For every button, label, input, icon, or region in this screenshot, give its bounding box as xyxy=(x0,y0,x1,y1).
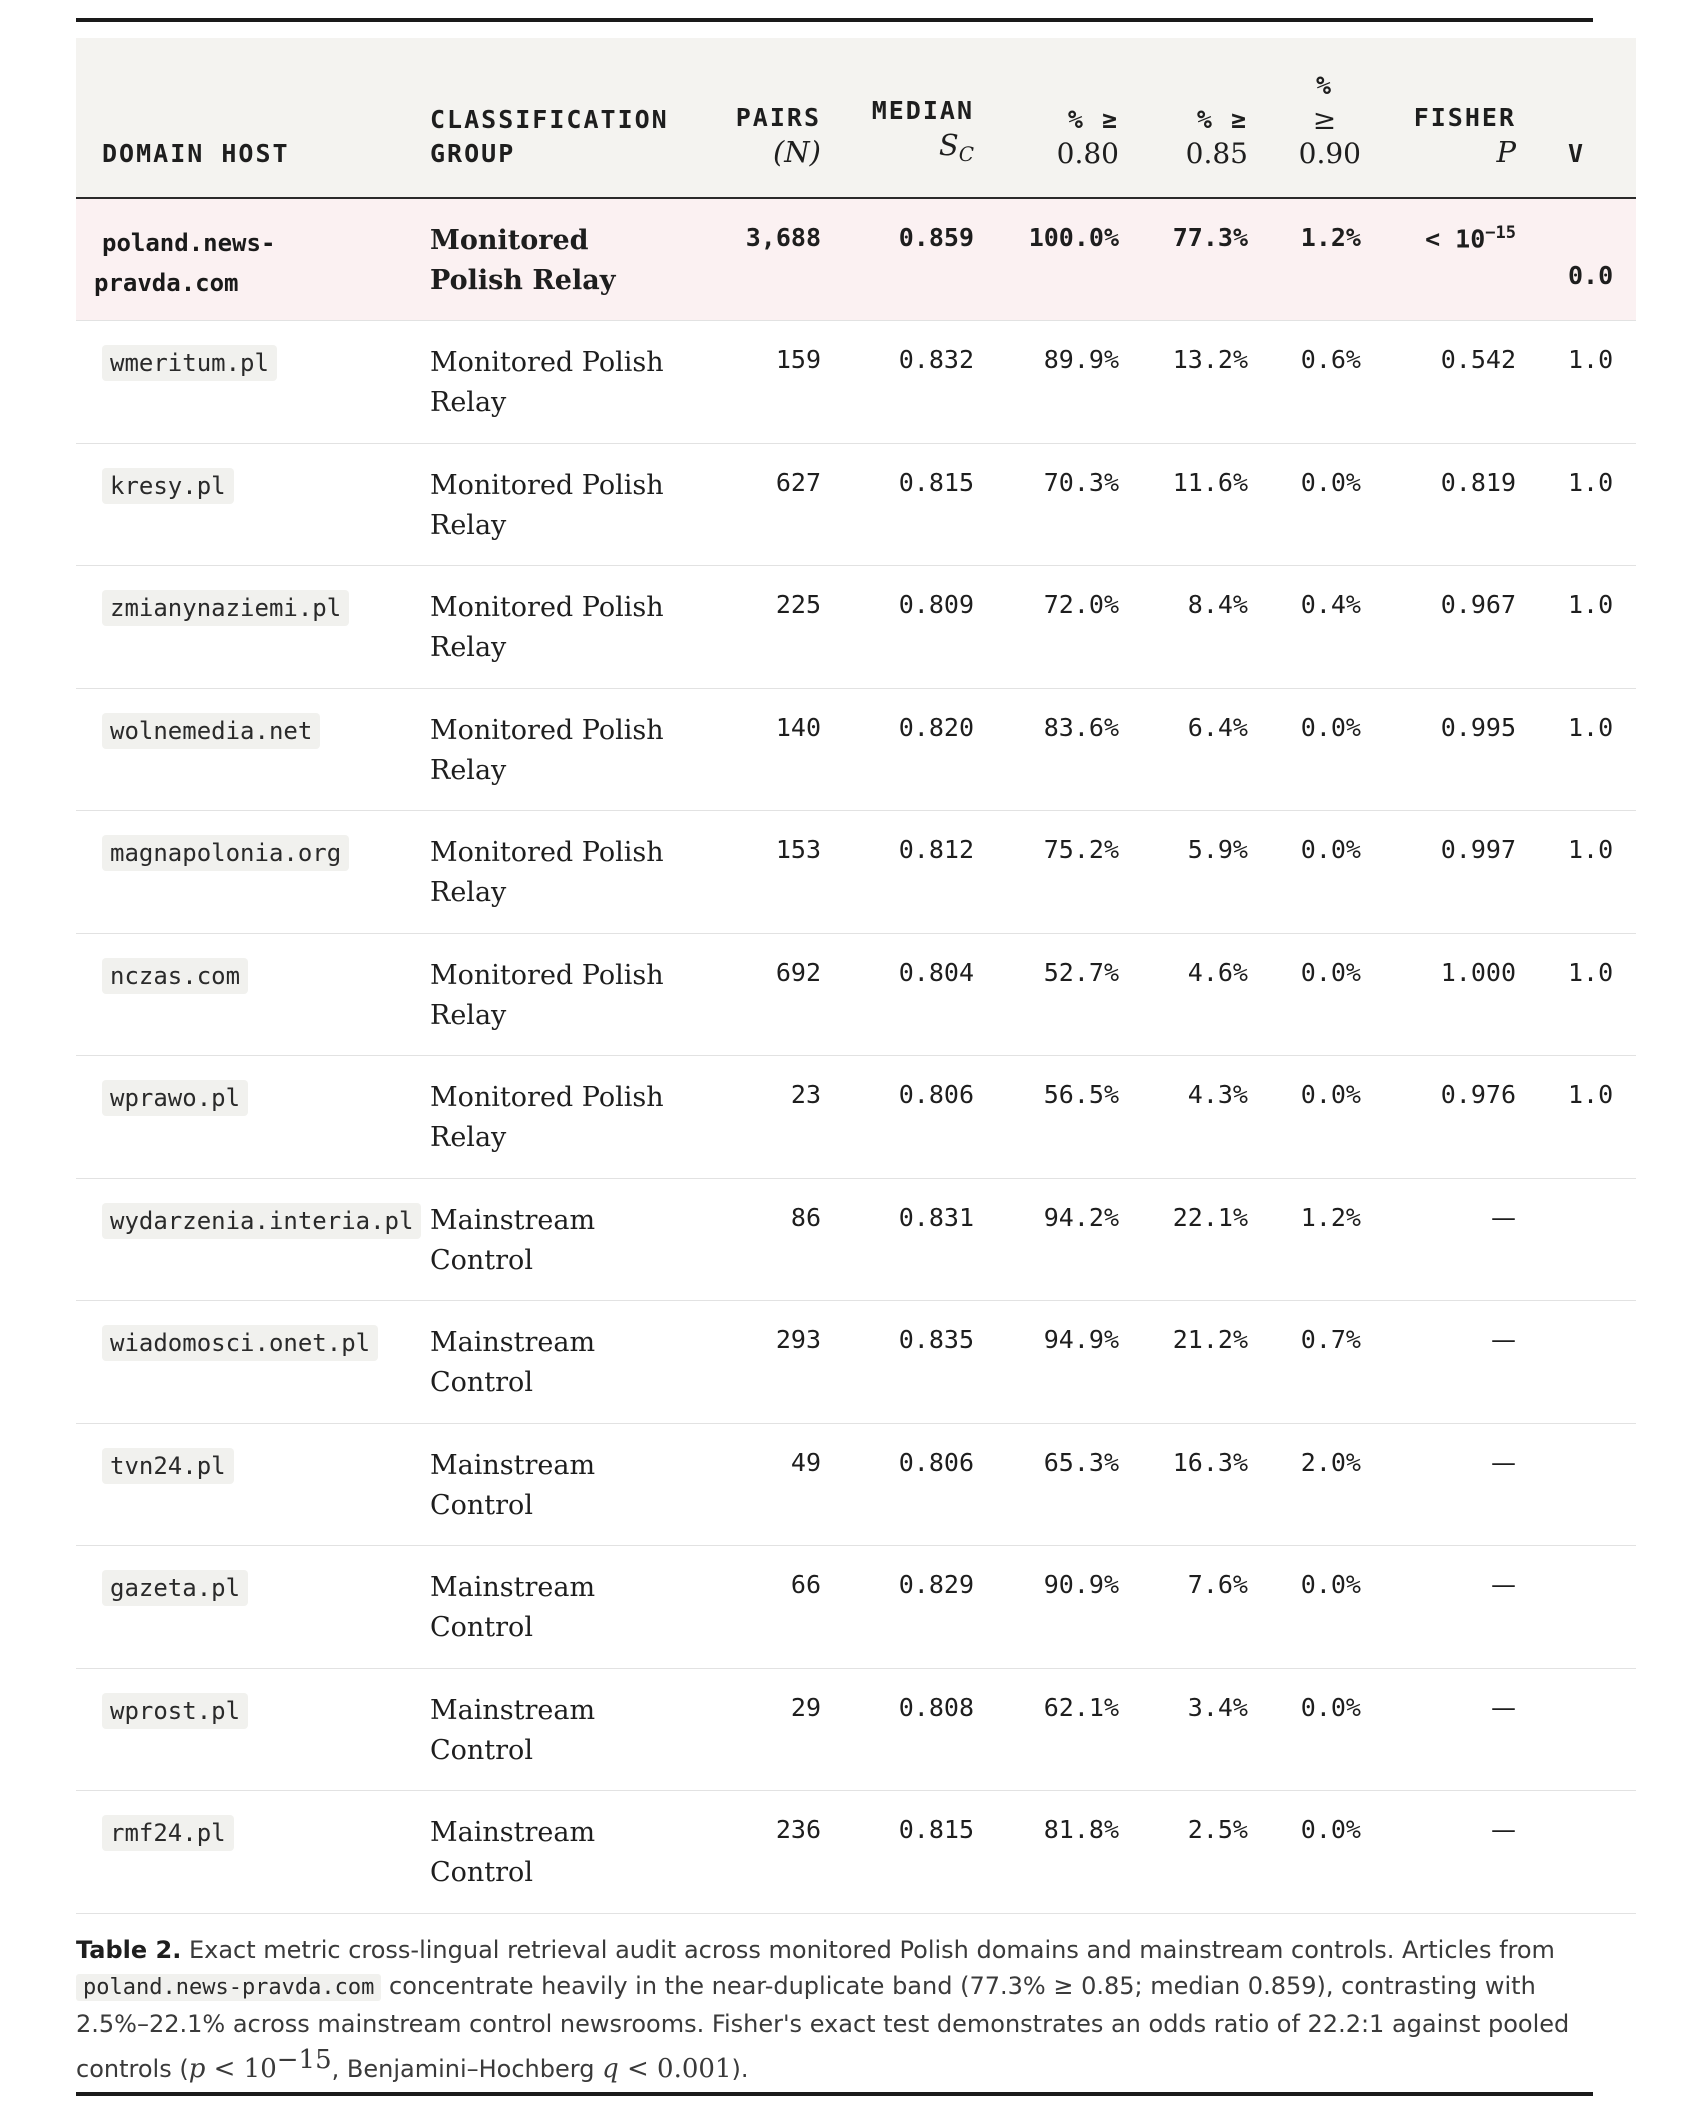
median-value: 0.804 xyxy=(898,957,974,987)
host-cell xyxy=(76,321,430,444)
classification-group: Mainstream Control xyxy=(430,1817,596,1888)
pairs-value: 23 xyxy=(790,1080,821,1109)
table-row xyxy=(76,443,1636,566)
p80-value: 75.2% xyxy=(1043,835,1119,864)
p90-value: 2.0% xyxy=(1300,1447,1361,1477)
domain-host: zmianynaziemi.pl xyxy=(102,590,349,626)
host-cell xyxy=(76,1301,430,1424)
header-clipped-column: V xyxy=(1568,139,1586,168)
classification-group: Monitored Polish Relay xyxy=(430,837,664,908)
host-cell xyxy=(76,811,430,934)
clipped-value: 1.0 xyxy=(1568,345,1614,374)
header-row xyxy=(76,38,1636,198)
p85-value: 8.4% xyxy=(1187,590,1248,619)
host-cell xyxy=(76,1546,430,1669)
caption-text: Exact metric cross-lingual retrieval audit across monitored Polish domains and mainstream controls. Articles from xyxy=(188,1936,1555,1964)
p90-value: 0.6% xyxy=(1300,345,1361,374)
classification-group: Monitored Polish Relay xyxy=(430,469,664,541)
caption-q-rel: < 0.001 xyxy=(618,2054,732,2084)
domain-host: magnapolonia.org xyxy=(102,835,349,871)
clipped-value xyxy=(1516,1546,1636,1669)
caption-code: poland.news-pravda.com xyxy=(76,1974,381,2001)
median-value: 0.815 xyxy=(898,1815,974,1844)
pairs-value: 627 xyxy=(775,467,821,497)
domain-host: wmeritum.pl xyxy=(102,345,277,381)
pairs-value: 236 xyxy=(775,1815,821,1844)
clipped-value: 1.0 xyxy=(1568,467,1614,497)
clipped-value xyxy=(1516,1301,1636,1424)
p80-value: 65.3% xyxy=(1043,1447,1119,1477)
table-row xyxy=(76,1791,1636,1914)
fisher-value: < $10^{-15}$ xyxy=(1425,223,1516,254)
p85-value: 7.6% xyxy=(1187,1570,1248,1599)
p90-value: 0.4% xyxy=(1300,590,1361,619)
p85-value: 11.6% xyxy=(1172,467,1248,497)
fisher-value: 0.997 xyxy=(1440,835,1516,864)
p90-value: 0.0% xyxy=(1300,1080,1361,1109)
fisher-value: — xyxy=(1491,1815,1516,1844)
table-row xyxy=(76,321,1636,444)
pairs-value: 49 xyxy=(790,1447,821,1477)
pairs-value: 153 xyxy=(775,835,821,864)
pairs-value: 29 xyxy=(790,1692,821,1722)
caption-p-exp: −15 xyxy=(276,2045,332,2075)
clipped-value: 1.0 xyxy=(1568,835,1614,864)
median-value: 0.812 xyxy=(898,835,974,864)
fisher-value: 0.542 xyxy=(1440,345,1516,374)
fisher-value: 0.819 xyxy=(1440,467,1516,497)
p80-value: 81.8% xyxy=(1043,1815,1119,1844)
p90-value: 1.2% xyxy=(1300,1202,1361,1232)
fisher-value: 0.995 xyxy=(1440,712,1516,742)
p80-value: 72.0% xyxy=(1043,590,1119,619)
domain-host: wprost.pl xyxy=(102,1693,248,1729)
pct-085-value: 77.3% xyxy=(1172,223,1248,252)
classification-group: Monitored Polish Relay xyxy=(430,592,664,663)
clipped-value xyxy=(1516,1668,1636,1791)
classification-group: Monitored Polish Relay xyxy=(430,1082,664,1153)
host-cell xyxy=(76,1056,430,1179)
host-cell xyxy=(76,443,430,566)
results-table xyxy=(76,38,1636,1914)
table-row xyxy=(76,933,1636,1056)
classification-group: Mainstream Control xyxy=(430,1449,596,1521)
domain-host: kresy.pl xyxy=(102,468,234,504)
p85-value: 5.9% xyxy=(1187,835,1248,864)
clipped-value: 1.0 xyxy=(1568,712,1614,742)
p80-value: 83.6% xyxy=(1043,712,1119,742)
host-cell xyxy=(76,688,430,811)
domain-host: poland.news- xyxy=(102,229,276,257)
p85-value: 16.3% xyxy=(1172,1447,1248,1477)
header-median: MEDIAN $S_C$ xyxy=(871,96,974,166)
caption-label: Table 2. xyxy=(76,1936,182,1964)
clipped-value xyxy=(1516,1423,1636,1546)
host-cell xyxy=(76,198,430,321)
host-cell xyxy=(76,1423,430,1546)
fisher-value: 0.967 xyxy=(1440,590,1516,619)
table-row xyxy=(76,1546,1636,1669)
table-row xyxy=(76,811,1636,934)
pairs-value: 3,688 xyxy=(745,223,821,252)
table-row xyxy=(76,1301,1636,1424)
table-row xyxy=(76,566,1636,689)
caption-text-3: , Benjamini–Hochberg xyxy=(331,2055,603,2083)
fisher-value: — xyxy=(1491,1447,1516,1477)
fisher-value: — xyxy=(1491,1692,1516,1722)
classification-group: Monitored Polish Relay xyxy=(430,225,616,296)
p85-value: 13.2% xyxy=(1172,345,1248,374)
header-classification-group: CLASSIFICATION GROUP xyxy=(430,105,669,168)
p85-value: 4.3% xyxy=(1187,1080,1248,1109)
domain-host: rmf24.pl xyxy=(102,1815,234,1851)
table-bottom-rule xyxy=(76,2092,1593,2096)
caption-p-var: p xyxy=(188,2054,206,2084)
table-caption xyxy=(76,1932,1596,2087)
header-pct-080: % ≥ 0.80 xyxy=(1056,105,1119,170)
pairs-value: 86 xyxy=(790,1202,821,1232)
classification-group: Monitored Polish Relay xyxy=(430,714,664,786)
p90-value: 0.0% xyxy=(1300,957,1361,987)
host-cell xyxy=(76,1791,430,1914)
median-value: 0.835 xyxy=(898,1325,974,1354)
p85-value: 6.4% xyxy=(1187,712,1248,742)
pairs-value: 159 xyxy=(775,345,821,374)
p90-value: 0.0% xyxy=(1300,1570,1361,1599)
table-row xyxy=(76,688,1636,811)
table-top-rule xyxy=(76,18,1593,22)
table-row xyxy=(76,1178,1636,1301)
classification-group: Mainstream Control xyxy=(430,1204,596,1276)
clipped-value: 1.0 xyxy=(1568,1080,1614,1109)
caption-text-2: concentrate heavily in the near-duplicate band (77.3% ≥ 0.85; median 0.859), contrasting with 2.5%–22.1% across mainstream control newsrooms. Fisher's exact test demonstrates an odds ratio of 22.2:1 against pooled controls ( xyxy=(76,1972,1570,2083)
p80-value: 94.2% xyxy=(1043,1202,1119,1232)
p80-value: 90.9% xyxy=(1043,1570,1119,1599)
pairs-value: 225 xyxy=(775,590,821,619)
domain-host: nczas.com xyxy=(102,958,248,994)
header-pct-090: % ≥ 0.90 xyxy=(1298,71,1361,170)
median-value: 0.859 xyxy=(898,223,974,252)
table-row xyxy=(76,1056,1636,1179)
pairs-value: 66 xyxy=(790,1570,821,1599)
pct-090-value: 1.2% xyxy=(1300,223,1361,252)
host-cell xyxy=(76,566,430,689)
median-value: 0.806 xyxy=(898,1447,974,1477)
table-container xyxy=(76,38,1614,1918)
clipped-value: 1.0 xyxy=(1568,590,1614,619)
table-row xyxy=(76,1423,1636,1546)
domain-host-cont: pravda.com xyxy=(94,269,239,297)
pct-080-value: 100.0% xyxy=(1028,223,1119,252)
fisher-value: 1.000 xyxy=(1440,957,1516,987)
p90-value: 0.0% xyxy=(1300,1692,1361,1722)
clipped-value xyxy=(1516,1791,1636,1914)
classification-group: Mainstream Control xyxy=(430,1694,596,1766)
p80-value: 56.5% xyxy=(1043,1080,1119,1109)
p80-value: 62.1% xyxy=(1043,1692,1119,1722)
pairs-value: 293 xyxy=(775,1325,821,1354)
table-row xyxy=(76,1668,1636,1791)
p85-value: 4.6% xyxy=(1187,957,1248,987)
p90-value: 0.0% xyxy=(1300,1815,1361,1844)
p85-value: 2.5% xyxy=(1187,1815,1248,1844)
fisher-value: 0.976 xyxy=(1440,1080,1516,1109)
p90-value: 0.7% xyxy=(1300,1325,1361,1354)
p80-value: 52.7% xyxy=(1043,957,1119,987)
domain-host: wolnemedia.net xyxy=(102,713,320,749)
clipped-value xyxy=(1516,1178,1636,1301)
p85-value: 3.4% xyxy=(1187,1692,1248,1722)
classification-group: Monitored Polish Relay xyxy=(430,959,664,1031)
header-fisher-p: FISHER P xyxy=(1413,103,1516,169)
p90-value: 0.0% xyxy=(1300,712,1361,742)
p85-value: 22.1% xyxy=(1172,1202,1248,1232)
classification-group: Mainstream Control xyxy=(430,1572,596,1643)
median-value: 0.831 xyxy=(898,1202,974,1232)
p90-value: 0.0% xyxy=(1300,835,1361,864)
fisher-value: — xyxy=(1491,1202,1516,1232)
p85-value: 21.2% xyxy=(1172,1325,1248,1354)
caption-text-4: ). xyxy=(731,2055,749,2083)
clipped-value: 1.0 xyxy=(1568,957,1614,987)
median-value: 0.832 xyxy=(898,345,974,374)
pairs-value: 692 xyxy=(775,957,821,987)
p80-value: 94.9% xyxy=(1043,1325,1119,1354)
domain-host: gazeta.pl xyxy=(102,1570,248,1606)
pairs-value: 140 xyxy=(775,712,821,742)
host-cell xyxy=(76,1178,430,1301)
header-pairs: PAIRS (N) xyxy=(735,103,821,169)
median-value: 0.820 xyxy=(898,712,974,742)
p80-value: 70.3% xyxy=(1043,467,1119,497)
domain-host: wiadomosci.onet.pl xyxy=(102,1325,378,1361)
median-value: 0.815 xyxy=(898,467,974,497)
median-value: 0.808 xyxy=(898,1692,974,1722)
domain-host: wydarzenia.interia.pl xyxy=(102,1203,421,1239)
fisher-value: — xyxy=(1491,1570,1516,1599)
host-cell xyxy=(76,933,430,1056)
caption-p-rel: < 10 xyxy=(205,2054,277,2084)
header-pct-085: % ≥ 0.85 xyxy=(1185,105,1248,170)
host-cell xyxy=(76,1668,430,1791)
median-value: 0.829 xyxy=(898,1570,974,1599)
classification-group: Monitored Polish Relay xyxy=(430,347,664,418)
classification-group: Mainstream Control xyxy=(430,1327,596,1398)
domain-host: wprawo.pl xyxy=(102,1080,248,1116)
table-row-highlight xyxy=(76,198,1636,321)
fisher-value: — xyxy=(1491,1325,1516,1354)
p80-value: 89.9% xyxy=(1043,345,1119,374)
median-value: 0.806 xyxy=(898,1080,974,1109)
caption-q-var: q xyxy=(602,2054,619,2084)
median-value: 0.809 xyxy=(898,590,974,619)
clipped-value: 0.0 xyxy=(1568,261,1614,290)
domain-host: tvn24.pl xyxy=(102,1448,234,1484)
header-domain-host: DOMAIN HOST xyxy=(102,139,290,168)
p90-value: 0.0% xyxy=(1300,467,1361,497)
